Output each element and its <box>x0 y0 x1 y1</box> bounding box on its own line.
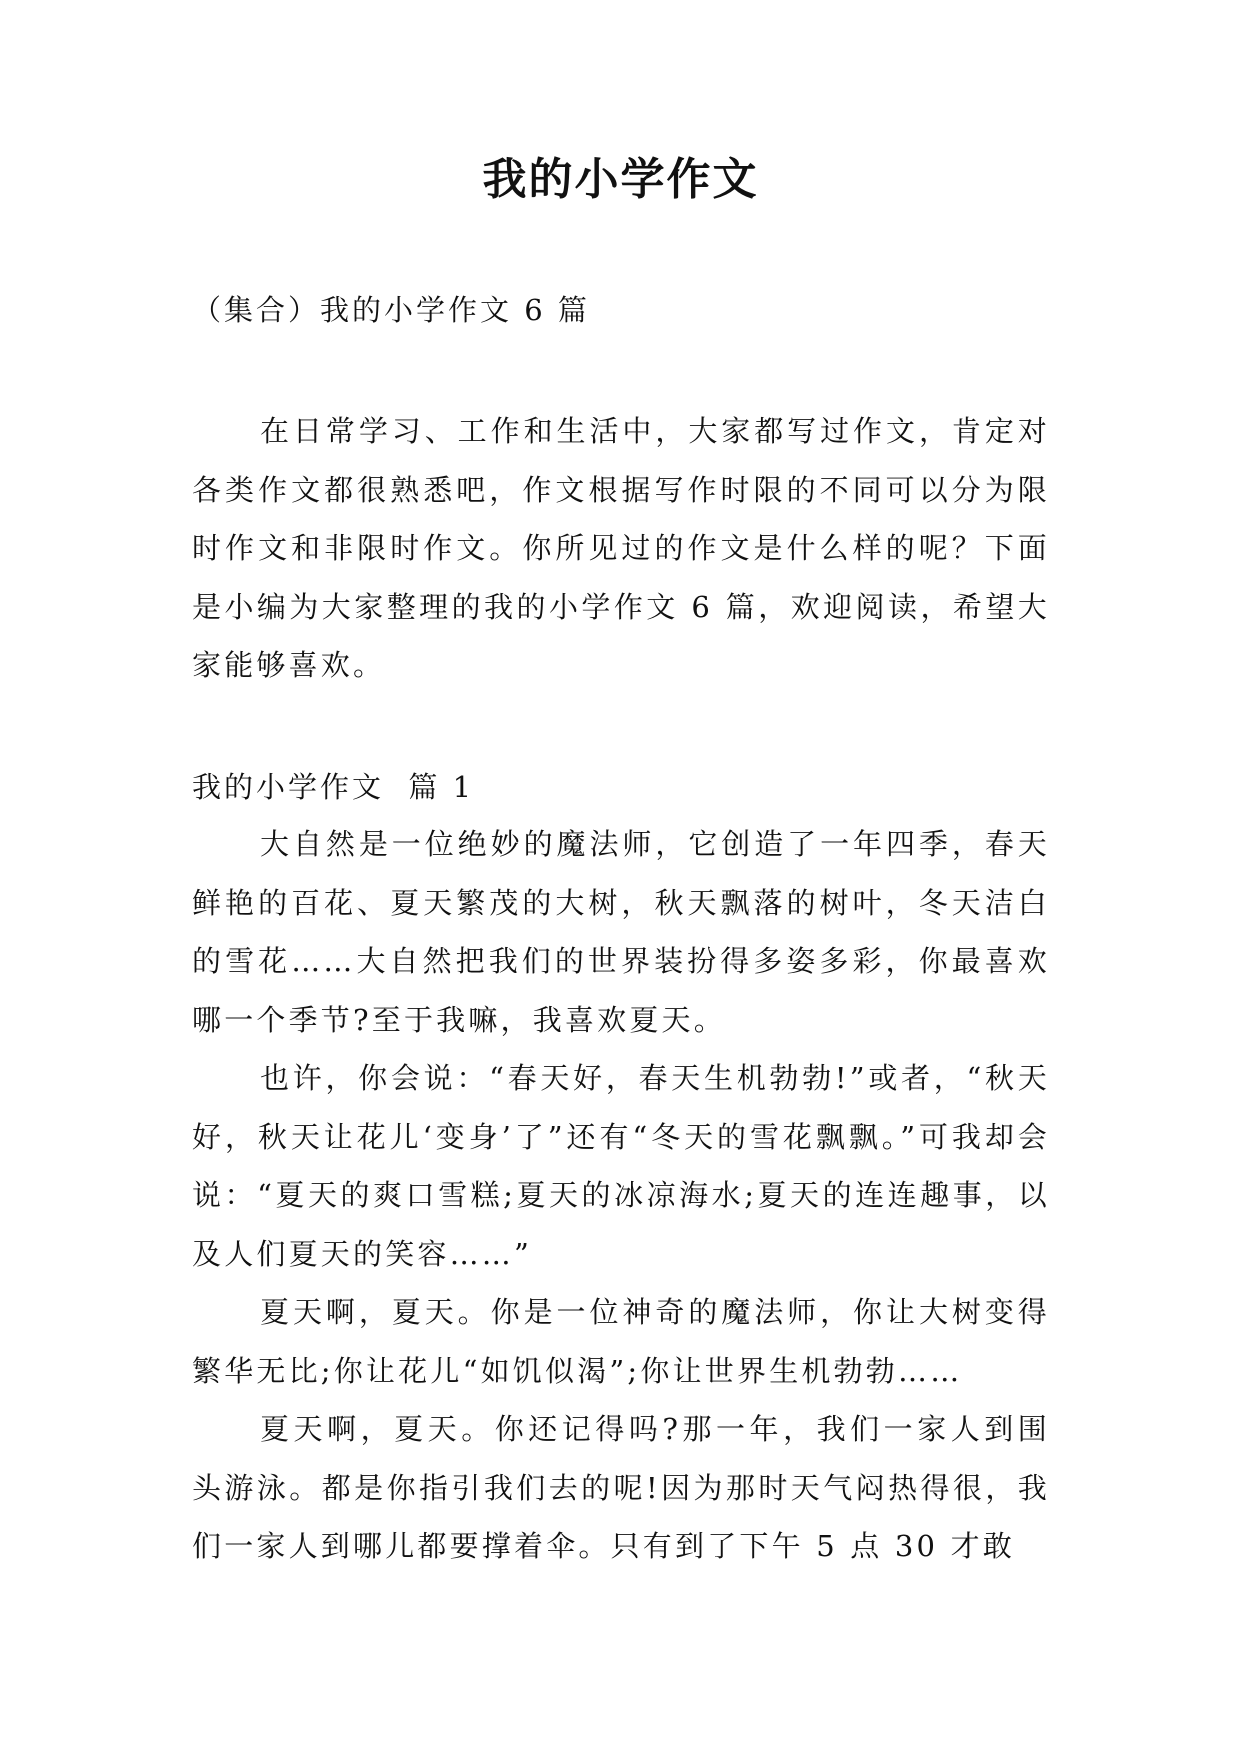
section-heading: 我的小学作文 篇 1 <box>192 770 475 804</box>
essay-paragraph: 夏天啊，夏天。你还记得吗?那一年，我们一家人到围头游泳。都是你指引我们去的呢!因为那时天气闷热得很，我们一家人到哪儿都要撑着伞。只有到了下午 5 点 30 才敢 <box>192 1412 1050 1563</box>
essay-paragraph: 也许，你会说：“春天好，春天生机勃勃!”或者，“秋天好，秋天让花儿‘变身’了”还有“冬天的雪花飘飘。”可我却会说：“夏天的爽口雪糕;夏天的冰凉海水;夏天的连连趣事，以及人们夏天的笑容……” <box>192 1061 1050 1271</box>
intro-paragraph: 在日常学习、工作和生活中，大家都写过作文，肯定对各类作文都很熟悉吧，作文根据写作时限的不同可以分为限时作文和非限时作文。你所见过的作文是什么样的呢？下面是小编为大家整理的我的小学作文 6 篇，欢迎阅读，希望大家能够喜欢。 <box>192 414 1050 682</box>
document-subtitle: （集合）我的小学作文 6 篇 <box>192 293 590 327</box>
essay-paragraph: 大自然是一位绝妙的魔法师，它创造了一年四季，春天鲜艳的百花、夏天繁茂的大树，秋天飘落的树叶，冬天洁白的雪花……大自然把我们的世界装扮得多姿多彩，你最喜欢哪一个季节?至于我嘛，我喜欢夏天。 <box>192 827 1050 1037</box>
essay-paragraph: 夏天啊，夏天。你是一位神奇的魔法师，你让大树变得繁华无比;你让花儿“如饥似渴”;你让世界生机勃勃…… <box>192 1295 1050 1388</box>
document-title: 我的小学作文 <box>482 154 759 205</box>
essay-body <box>192 815 1050 1576</box>
